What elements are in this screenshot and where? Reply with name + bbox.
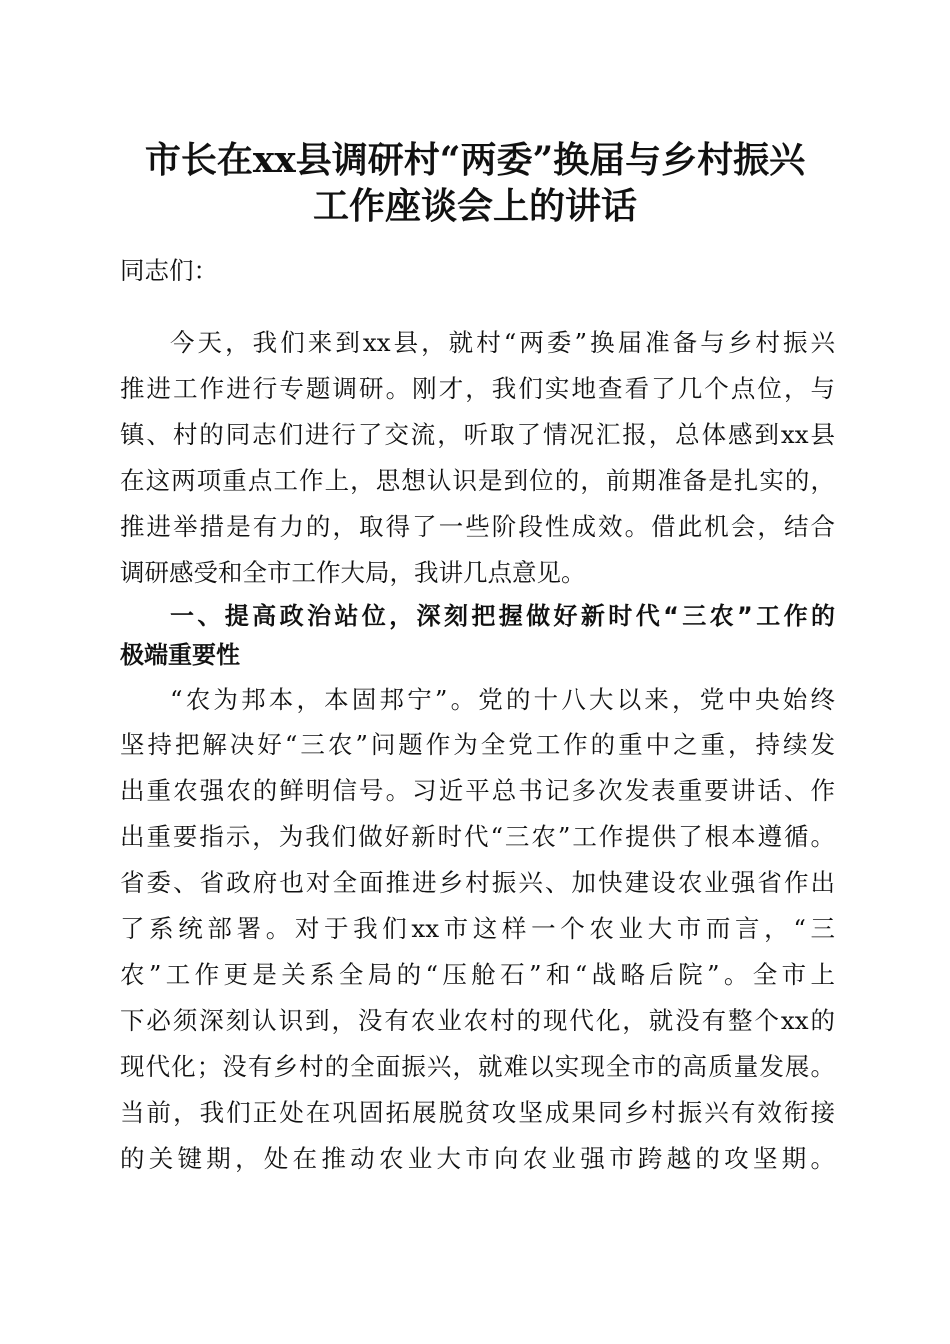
paragraph-2-line: 坚持把解决好“三农”问题作为全党工作的重中之重，持续发	[120, 730, 835, 759]
salutation: 同志们：	[120, 256, 218, 285]
paragraph-2-line: 当前，我们正处在巩固拓展脱贫攻坚成果同乡村振兴有效衔接	[120, 1098, 835, 1127]
paragraph-2-line: 农”工作更是关系全局的“压舱石”和“战略后院”。全市上	[120, 960, 835, 989]
section-heading-1-line: 极端重要性	[120, 641, 240, 669]
paragraph-1-line: 推进工作进行专题调研。刚才，我们实地查看了几个点位，与	[120, 374, 835, 403]
paragraph-2-line: 省委、省政府也对全面推进乡村振兴、加快建设农业强省作出	[120, 868, 835, 897]
paragraph-2-line: 现代化；没有乡村的全面振兴，就难以实现全市的高质量发展。	[120, 1052, 835, 1081]
paragraph-1-line: 调研感受和全市工作大局，我讲几点意见。	[120, 558, 586, 587]
section-heading-1-line: 一、提高政治站位，深刻把握做好新时代“三农”工作的	[170, 602, 835, 630]
document-title-line-1: 市长在xx县调研村“两委”换届与乡村振兴	[144, 139, 806, 181]
paragraph-1-line: 镇、村的同志们进行了交流，听取了情况汇报，总体感到xx县	[120, 420, 835, 449]
paragraph-2-line: 出重要指示，为我们做好新时代“三农”工作提供了根本遵循。	[120, 822, 835, 851]
paragraph-1-line: 在这两项重点工作上，思想认识是到位的，前期准备是扎实的，	[120, 466, 835, 495]
paragraph-2-line: 出重农强农的鲜明信号。习近平总书记多次发表重要讲话、作	[120, 776, 835, 805]
document-title-line-2: 工作座谈会上的讲话	[312, 185, 637, 227]
paragraph-1-line: 今天，我们来到xx县，就村“两委”换届准备与乡村振兴	[170, 328, 835, 357]
paragraph-2-line: 了系统部署。对于我们xx市这样一个农业大市而言，“三	[120, 914, 835, 943]
paragraph-2-line: 的关键期，处在推动农业大市向农业强市跨越的攻坚期。	[120, 1144, 835, 1173]
paragraph-1-line: 推进举措是有力的，取得了一些阶段性成效。借此机会，结合	[120, 512, 835, 541]
paragraph-2-line: “农为邦本，本固邦宁”。党的十八大以来，党中央始终	[170, 685, 835, 714]
paragraph-2-line: 下必须深刻认识到，没有农业农村的现代化，就没有整个xx的	[120, 1006, 835, 1035]
